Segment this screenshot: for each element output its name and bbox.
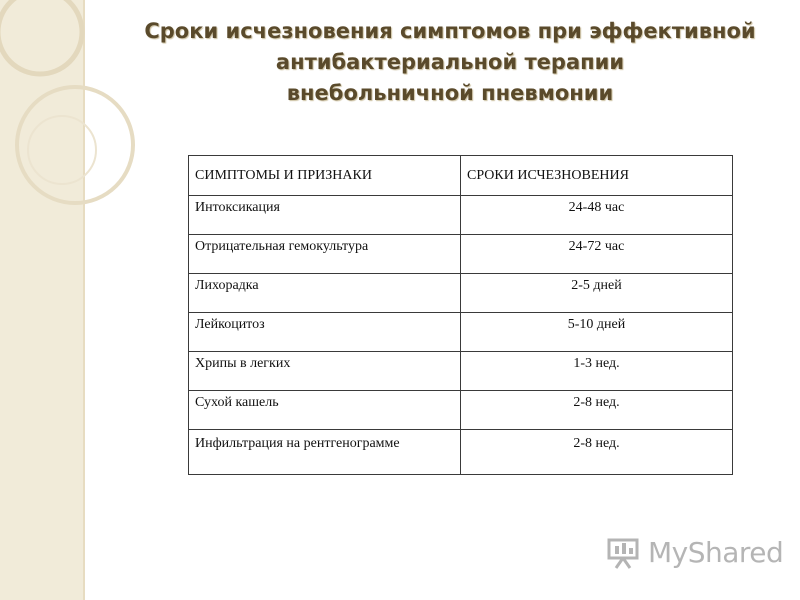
slide-title <box>110 16 790 109</box>
table-row <box>189 430 733 475</box>
time-cell: 2-8 нед. <box>461 391 733 430</box>
time-cell: 2-8 нед. <box>461 430 733 475</box>
table-row <box>189 352 733 391</box>
symptom-cell: Отрицательная гемокультура <box>189 235 461 274</box>
table-row <box>189 313 733 352</box>
header-symptoms: СИМПТОМЫ И ПРИЗНАКИ <box>189 156 461 196</box>
slide-title-line-2: антибактериальной терапии <box>275 50 625 74</box>
myshared-watermark <box>606 534 783 570</box>
table-row <box>189 274 733 313</box>
table-row <box>189 235 733 274</box>
decorative-ring-inner <box>28 116 96 184</box>
time-cell: 1-3 нед. <box>461 352 733 391</box>
symptom-cell: Лихорадка <box>189 274 461 313</box>
time-cell: 2-5 дней <box>461 274 733 313</box>
symptoms-table <box>188 155 733 475</box>
presentation-board-icon <box>606 534 642 570</box>
time-cell: 5-10 дней <box>461 313 733 352</box>
symptom-cell: Лейкоцитоз <box>189 313 461 352</box>
header-disappearance-time: СРОКИ ИСЧЕЗНОВЕНИЯ <box>461 156 733 196</box>
symptom-cell: Интоксикация <box>189 196 461 235</box>
symptom-cell: Инфильтрация на рентгенограмме <box>189 430 461 475</box>
time-cell: 24-48 час <box>461 196 733 235</box>
time-cell: 24-72 час <box>461 235 733 274</box>
slide-title-line-1: Сроки исчезновения симптомов при эффективной <box>144 19 756 43</box>
symptom-cell: Хрипы в легких <box>189 352 461 391</box>
table-header-row <box>189 156 733 196</box>
watermark-text: MyShared <box>648 535 784 569</box>
symptom-cell: Сухой кашель <box>189 391 461 430</box>
table-row <box>189 391 733 430</box>
decorative-ring-top <box>0 0 82 74</box>
slide-title-line-3: внебольничной пневмонии <box>286 81 614 105</box>
table-row <box>189 196 733 235</box>
